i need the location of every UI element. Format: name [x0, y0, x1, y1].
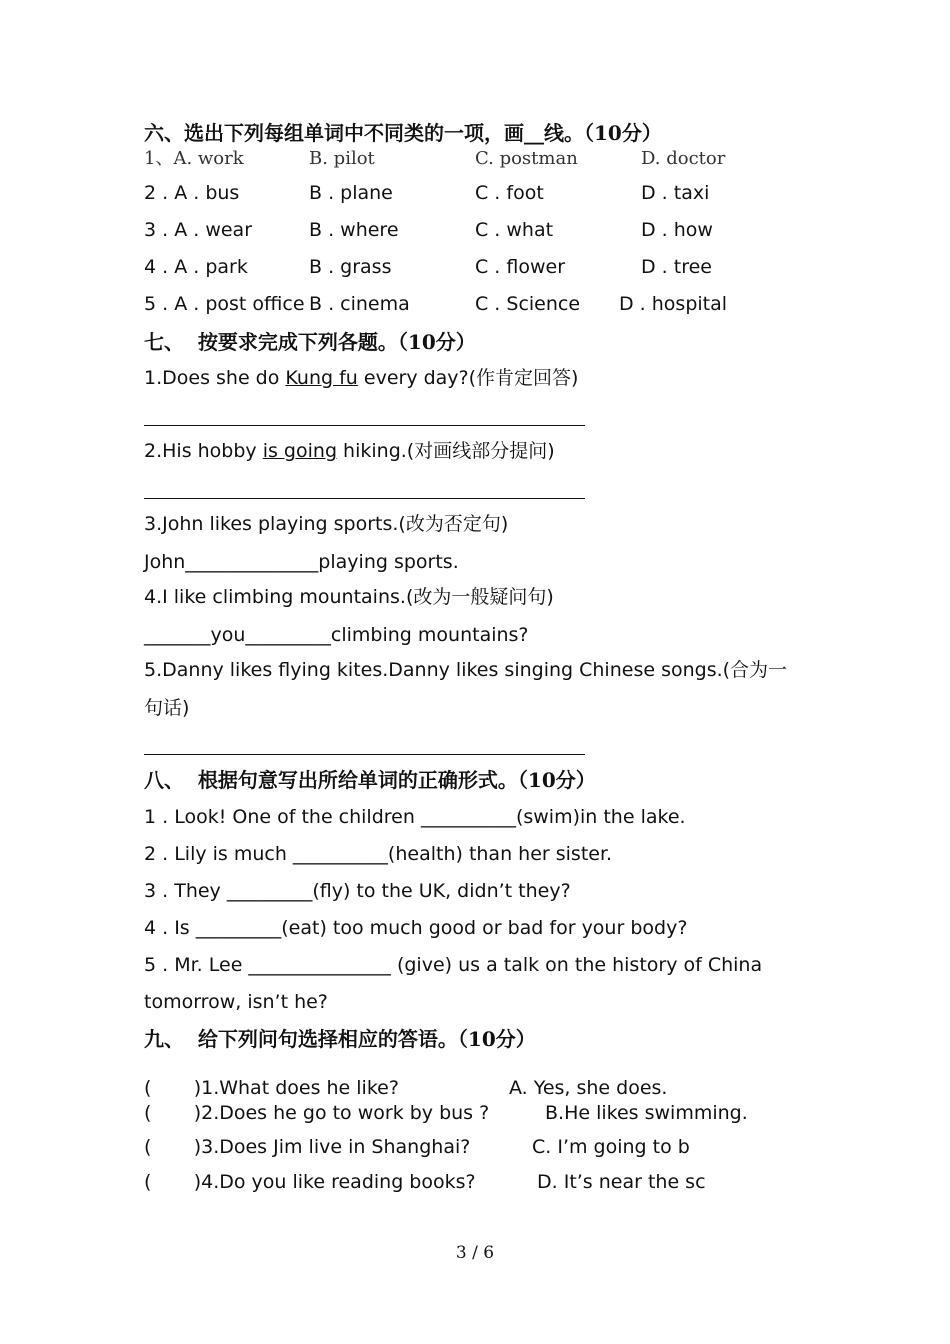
s9-question-4: ( )4.Do you like reading books? — [144, 1171, 476, 1193]
s6-row1-a: 1、A. work — [144, 148, 244, 169]
answer-line-1 — [144, 425, 585, 426]
s6-row3-a: 3 . A . wear — [144, 219, 253, 241]
s6-row2-b: B . plane — [309, 182, 393, 204]
s6-row3-c: C . what — [475, 219, 554, 241]
section-7-heading: 七、 按要求完成下列各题。（10分） — [144, 330, 476, 354]
s9-answer-a: A. Yes, she does. — [509, 1077, 668, 1099]
s6-row5-c: C . Science — [475, 293, 581, 315]
s8-item-5: 5 . Mr. Lee _______________ (give) us a talk on the history of China — [144, 954, 763, 976]
section-8-heading: 八、 根据句意写出所给单词的正确形式。（10分） — [144, 768, 596, 792]
s7-q1-post: every day?(作肯定回答) — [357, 367, 579, 389]
page-number: 3 / 6 — [455, 1243, 495, 1263]
s7-q1-underlined: Kung fu — [285, 367, 358, 389]
s9-answer-b: B.He likes swimming. — [545, 1102, 748, 1124]
s6-row2-c: C . foot — [475, 182, 544, 204]
s6-row2-d: D . taxi — [641, 182, 710, 204]
s9-question-1: ( )1.What does he like? — [144, 1077, 399, 1099]
s6-row4-a: 4 . A . park — [144, 256, 248, 278]
s7-question-1 — [144, 366, 578, 390]
answer-line-2 — [144, 498, 585, 499]
s6-row4-b: B . grass — [309, 256, 392, 278]
answer-line-5 — [144, 754, 585, 755]
s7-q1-pre: 1.Does she do — [144, 367, 286, 389]
s8-item-3: 3 . They _________(fly) to the UK, didn’t they? — [144, 880, 571, 902]
s7-question-4: 4.I like climbing mountains.(改为一般疑问句) — [144, 586, 554, 608]
s6-row4-c: C . flower — [475, 256, 566, 278]
s6-row4-d: D . tree — [641, 256, 712, 278]
s6-row3-d: D . how — [641, 219, 713, 241]
s6-row5-b: B . cinema — [309, 293, 410, 315]
s6-row3-b: B . where — [309, 219, 399, 241]
s7-q2-underlined: is going — [262, 440, 338, 462]
s9-question-3: ( )3.Does Jim live in Shanghai? — [144, 1136, 471, 1158]
s6-row1-b: B. pilot — [309, 148, 375, 169]
s7-answer-4: _______you_________climbing mountains? — [144, 624, 529, 646]
s9-answer-d: D. It’s near the sc — [537, 1171, 706, 1193]
section-6-heading: 六、选出下列每组单词中不同类的一项，画__线。（10分） — [144, 121, 662, 145]
s6-row1-c: C. postman — [475, 148, 578, 169]
s7-question-2 — [144, 439, 555, 463]
s9-question-2: ( )2.Does he go to work by bus ? — [144, 1102, 490, 1124]
s6-row2-a: 2 . A . bus — [144, 182, 240, 204]
s7-question-5-line1: 5.Danny likes flying kites.Danny likes singing Chinese songs.(合为一 — [144, 659, 788, 681]
s7-question-5-line2: 句话) — [144, 697, 190, 719]
s7-q2-post: hiking.(对画线部分提问) — [337, 440, 555, 462]
s8-item-4: 4 . Is _________(eat) too much good or bad for your body? — [144, 917, 688, 939]
s8-item-2: 2 . Lily is much __________(health) than her sister. — [144, 843, 613, 865]
s7-q2-pre: 2.His hobby — [144, 440, 263, 462]
s8-item-5-cont: tomorrow, isn’t he? — [144, 991, 328, 1013]
s9-answer-c: C. I’m going to b — [532, 1136, 690, 1158]
s7-question-3: 3.John likes playing sports.(改为否定句) — [144, 513, 509, 535]
s6-row1-d: D. doctor — [641, 148, 726, 169]
s8-item-1: 1 . Look! One of the children __________(swim)in the lake. — [144, 806, 686, 828]
s7-answer-3: John______________playing sports. — [144, 551, 459, 573]
s6-row5-d: D . hospital — [619, 293, 728, 315]
s6-row5-a: 5 . A . post office — [144, 293, 305, 315]
section-9-heading: 九、 给下列问句选择相应的答语。（10分） — [144, 1027, 536, 1051]
